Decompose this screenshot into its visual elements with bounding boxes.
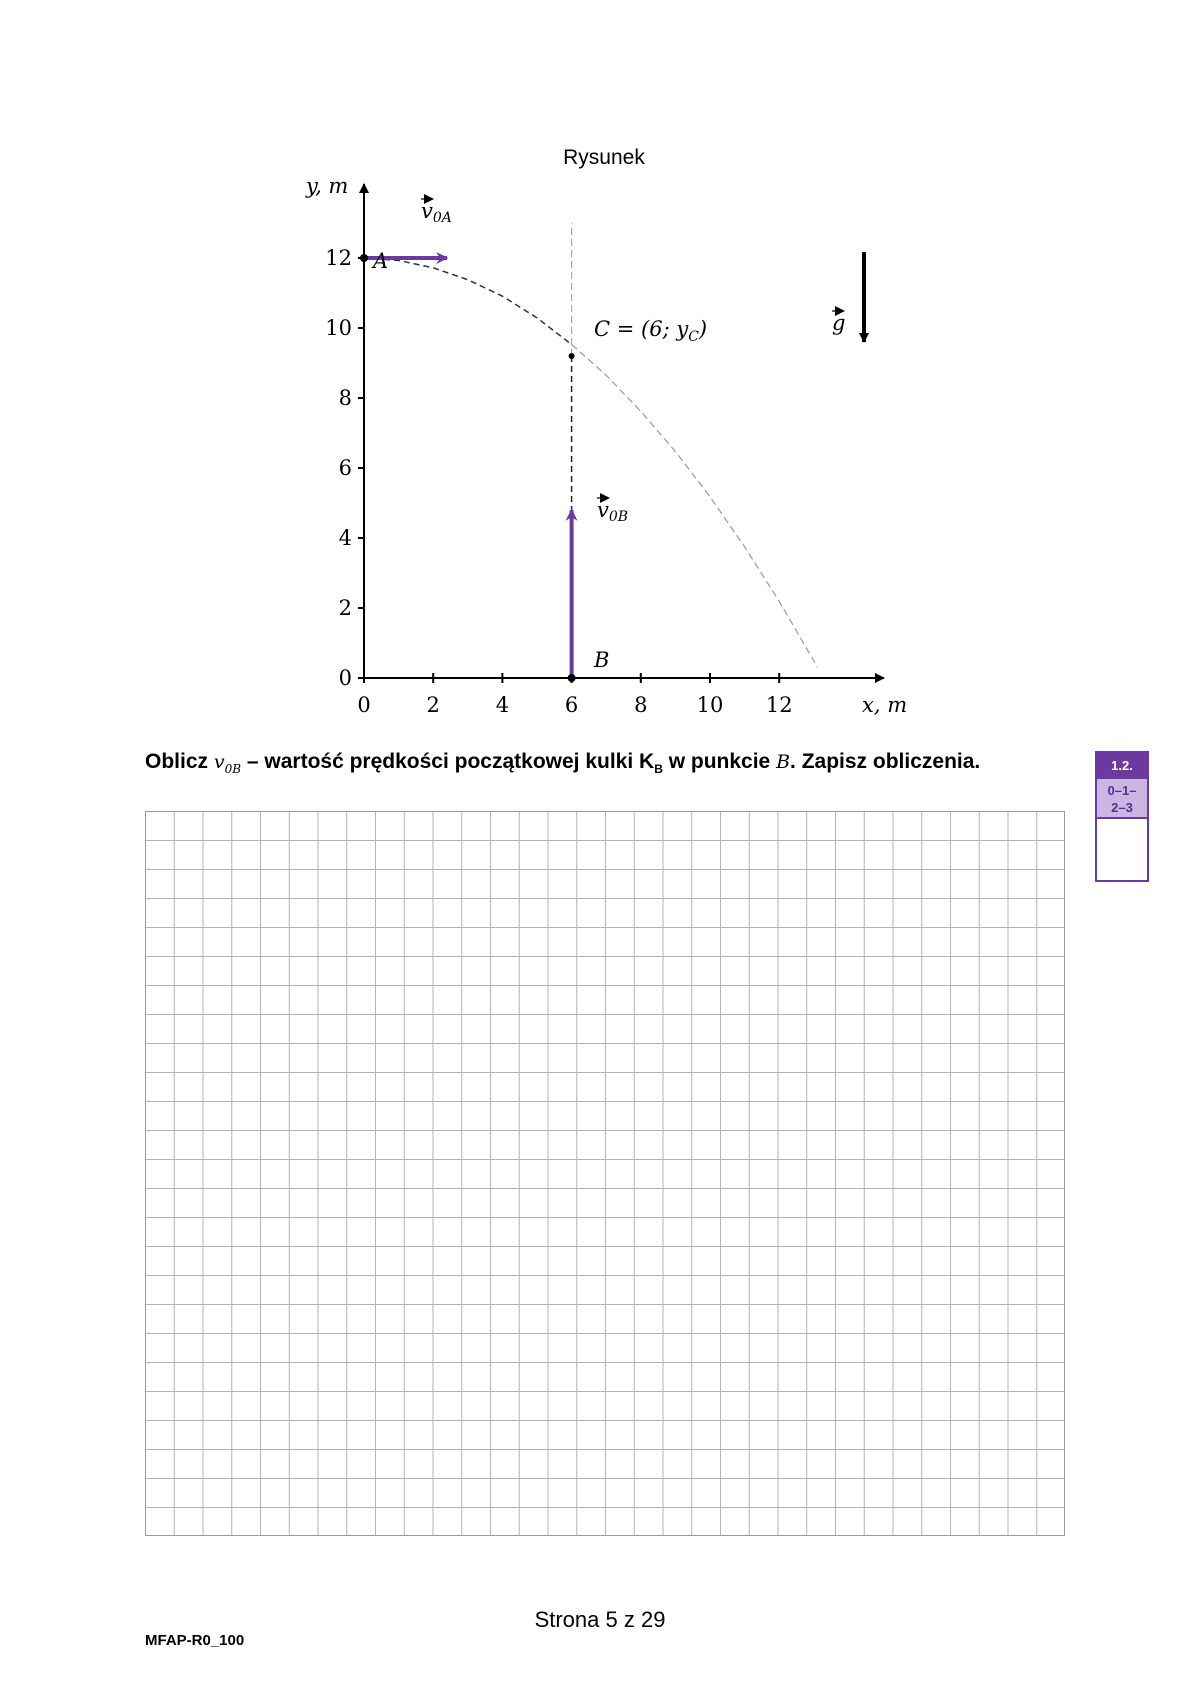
task-instruction: [145, 750, 1045, 776]
task-k-sub: B: [654, 762, 663, 777]
figure-title: Rysunek: [563, 146, 645, 169]
task-middle2: w punkcie: [662, 750, 777, 773]
label-C-main: C = (6; y: [594, 317, 689, 341]
label-A: A: [373, 249, 389, 273]
svg-text:v0B: [597, 498, 628, 525]
task-symbol-sub: 0B: [224, 761, 242, 776]
label-v0A-main: v: [421, 199, 433, 223]
point-C: [569, 353, 575, 359]
x-tick-label: 12: [765, 693, 793, 717]
exam-code: MFAP-R0_100: [145, 1632, 245, 1649]
y-tick-label: 10: [325, 316, 352, 340]
task-middle: – wartość prędkości początkowej kulki K: [241, 750, 655, 773]
y-tick-label: 12: [325, 246, 352, 270]
score-points-line1: 0–1–: [1107, 783, 1137, 798]
x-tick-label: 6: [564, 693, 579, 717]
x-tick-label: 0: [357, 693, 371, 717]
x-tick-label: 8: [634, 693, 648, 717]
label-C-close: ): [698, 317, 708, 341]
score-points: [1097, 779, 1147, 819]
axis-ticks: [325, 246, 792, 717]
score-task-number: 1.2.: [1097, 753, 1147, 779]
trajectory-dashed-dark: [364, 258, 572, 344]
y-axis-label: [305, 174, 348, 198]
score-field[interactable]: [1097, 819, 1147, 880]
label-v0B: [597, 498, 628, 525]
x-tick-label: 4: [495, 693, 510, 717]
figure-rysunek: [0, 0, 1200, 740]
point-A: [360, 254, 368, 262]
label-v0A: [421, 199, 452, 226]
page-number: Strona 5 z 29: [534, 1607, 666, 1632]
x-axis-label: [862, 693, 907, 717]
y-axis-label-text: y, m: [306, 174, 349, 198]
svg-text:v0A: [421, 199, 452, 226]
label-C: [594, 317, 707, 345]
gravity-label: [832, 311, 845, 335]
task-suffix: . Zapisz obliczenia.: [790, 750, 981, 773]
label-B: B: [594, 648, 610, 672]
y-tick-label: 4: [338, 526, 352, 550]
y-tick-label: 6: [338, 456, 352, 480]
score-points-line2: 2–3: [1111, 800, 1133, 815]
gravity-label-text: g: [832, 311, 846, 335]
y-tick-label: 0: [338, 666, 352, 690]
task-symbol: [213, 751, 242, 776]
answer-grid[interactable]: [145, 811, 1065, 1536]
label-v0B-sub: 0B: [608, 509, 629, 525]
label-C-sub: C: [688, 329, 699, 345]
point-B: [568, 674, 576, 682]
y-tick-label: 8: [338, 386, 352, 410]
task-prefix: Oblicz: [145, 750, 214, 773]
task-point: B: [776, 751, 791, 773]
score-box: [1095, 751, 1149, 882]
label-v0A-sub: 0A: [432, 210, 452, 226]
x-tick-label: 10: [696, 693, 724, 717]
y-tick-label: 2: [338, 596, 352, 620]
x-axis-label-text: x, m: [862, 693, 908, 717]
x-tick-label: 2: [426, 693, 440, 717]
task-symbol-main: v: [213, 751, 225, 773]
label-v0B-main: v: [597, 498, 609, 522]
gravity-indicator: [832, 252, 864, 342]
